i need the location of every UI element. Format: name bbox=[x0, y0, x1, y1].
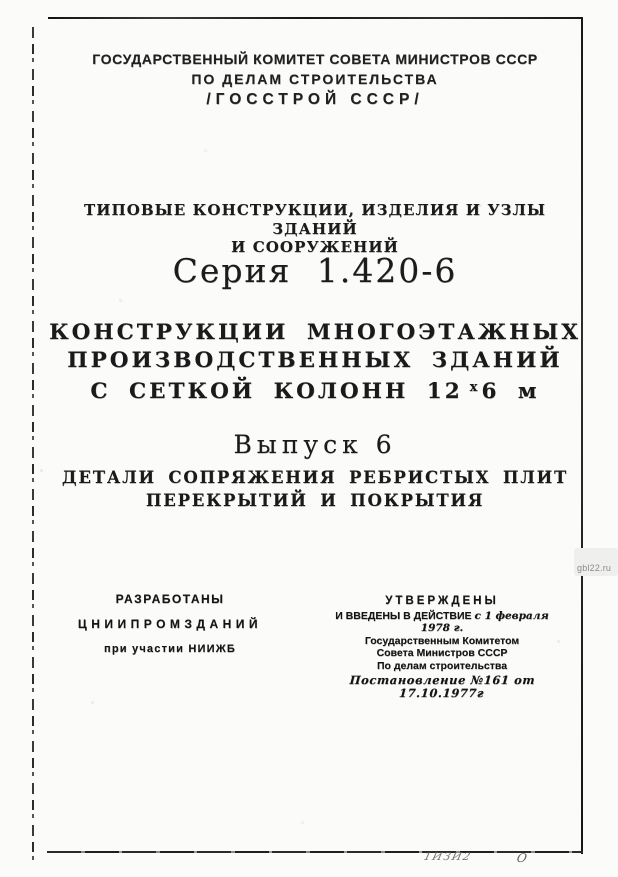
issue-subtitle-line1: ДЕТАЛИ СОПРЯЖЕНИЯ РЕБРИСТЫХ ПЛИТ bbox=[61, 468, 569, 487]
series-number: Серия 1.420-6 bbox=[172, 251, 458, 290]
approver-line1: Государственным Комитетом bbox=[364, 634, 520, 647]
issue-subtitle-line2: ПЕРЕКРЫТИЙ И ПОКРЫТИЯ bbox=[145, 491, 485, 510]
authority-name-line2: ПО ДЕЛАМ СТРОИТЕЛЬСТВА bbox=[191, 71, 439, 87]
binding-margin-rule bbox=[32, 27, 34, 863]
effective-bold: И ВВЕДЕНЫ В ДЕЙСТВИЕ bbox=[335, 609, 472, 622]
authority-short-name: /ГОССТРОЙ СССР/ bbox=[206, 91, 424, 108]
frame-bottom-border bbox=[47, 851, 583, 853]
main-title-line2: ПРОИЗВОДСТВЕННЫХ ЗДАНИЙ bbox=[67, 347, 563, 373]
category-line1: ТИПОВЫЕ КОНСТРУКЦИИ, ИЗДЕЛИЯ И УЗЛЫ ЗДАНИЙ bbox=[83, 201, 547, 238]
scan-noise bbox=[0, 0, 1, 1]
approved-by-block bbox=[320, 595, 564, 699]
approver-line2: Совета Министров СССР bbox=[376, 647, 508, 660]
main-title-line1: КОНСТРУКЦИИ МНОГОЭТАЖНЫХ bbox=[49, 320, 581, 345]
watermark-text: gbl22.ru bbox=[577, 563, 612, 573]
grid-suffix: 6 м bbox=[481, 379, 540, 404]
issue-subtitle bbox=[48, 466, 582, 512]
grid-prefix: С СЕТКОЙ КОЛОНН 12 bbox=[90, 379, 463, 404]
authority-name-line1: ГОСУДАРСТВЕННЫЙ КОМИТЕТ СОВЕТА МИНИСТРОВ СССР bbox=[92, 51, 538, 67]
margin-note-mark: О bbox=[515, 851, 529, 865]
effective-date-line bbox=[320, 610, 564, 635]
issue-heading: Выпуск 6 bbox=[233, 430, 397, 459]
category-line2: И СООРУЖЕНИЙ bbox=[231, 238, 399, 256]
document-category bbox=[48, 201, 582, 257]
main-title-line3 bbox=[48, 374, 582, 406]
frame-top-border bbox=[48, 17, 583, 19]
developer-institute: ЦНИИПРОМЗДАНИЙ bbox=[77, 617, 263, 631]
issuing-authority-header bbox=[48, 51, 582, 109]
developed-by-block bbox=[72, 592, 268, 655]
effective-date-script: с 1 февраля 1978 г. bbox=[420, 609, 549, 635]
multiply-sign: х bbox=[469, 380, 478, 395]
co-developer: при участии НИИЖБ bbox=[104, 643, 236, 655]
site-watermark bbox=[574, 548, 618, 576]
decree-reference: Постановление №161 от 17.10.1977г bbox=[349, 672, 536, 700]
developed-label: РАЗРАБОТАНЫ bbox=[115, 592, 225, 606]
margin-note-handwritten: 1ИЗИ2 bbox=[422, 850, 474, 863]
approver-line3: По делам строительства bbox=[376, 659, 508, 672]
main-title bbox=[48, 319, 582, 406]
approved-label: УТВЕРЖДЕНЫ bbox=[385, 595, 499, 607]
